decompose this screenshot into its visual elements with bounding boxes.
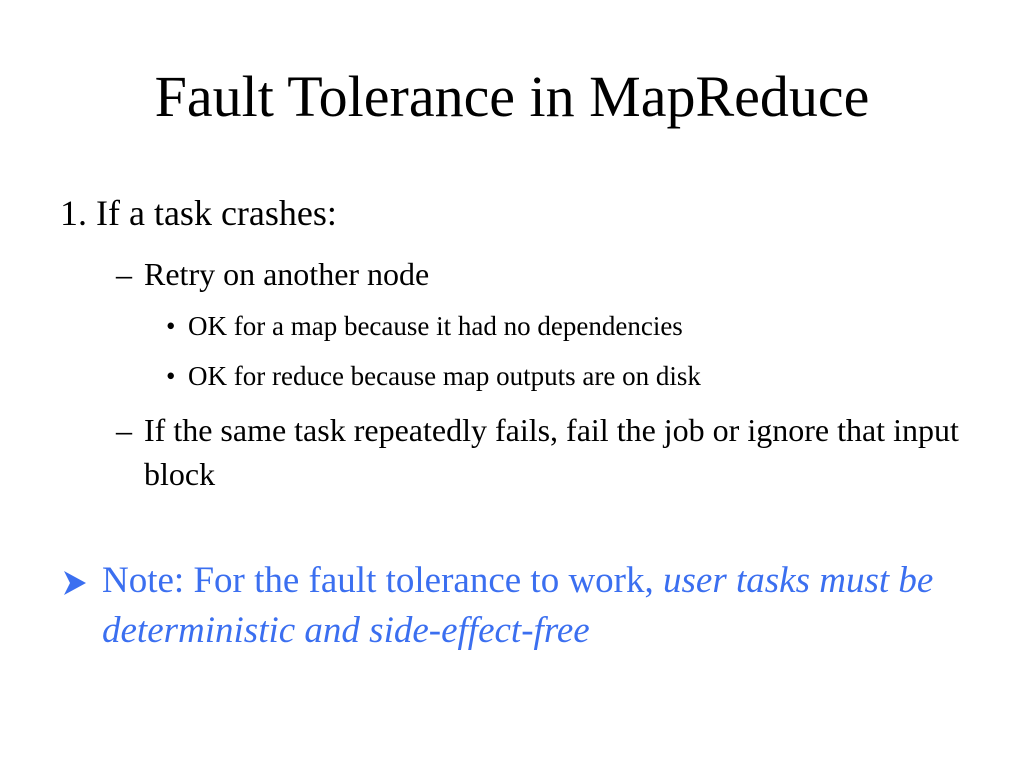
dash-bullet: – — [116, 412, 132, 448]
bullet-text: OK for reduce because map outputs are on disk — [188, 361, 701, 391]
sub-point-text: If the same task repeatedly fails, fail the job or ignore that input block — [144, 412, 959, 492]
dash-bullet: – — [116, 256, 132, 292]
bullet-item — [166, 308, 683, 344]
sub-point-retry — [116, 252, 976, 296]
note-plain-text: Note: For the fault tolerance to work, — [102, 560, 663, 601]
point-1: 1. If a task crashes: — [60, 193, 337, 233]
note-block — [62, 556, 982, 656]
sub-point-repeated-failure — [116, 408, 976, 496]
slide-title: Fault Tolerance in MapReduce — [154, 64, 870, 129]
note-emphasis-text: user tasks must be deterministic and side-effect-free — [102, 560, 934, 651]
sub-point-text: Retry on another node — [144, 256, 430, 292]
bullet-dot: • — [166, 361, 176, 391]
note-text — [102, 556, 982, 656]
bullet-dot: • — [166, 311, 176, 341]
arrowhead-bullet-icon — [62, 570, 88, 596]
bullet-text: OK for a map because it had no dependencies — [188, 311, 683, 341]
bullet-item — [166, 358, 701, 394]
